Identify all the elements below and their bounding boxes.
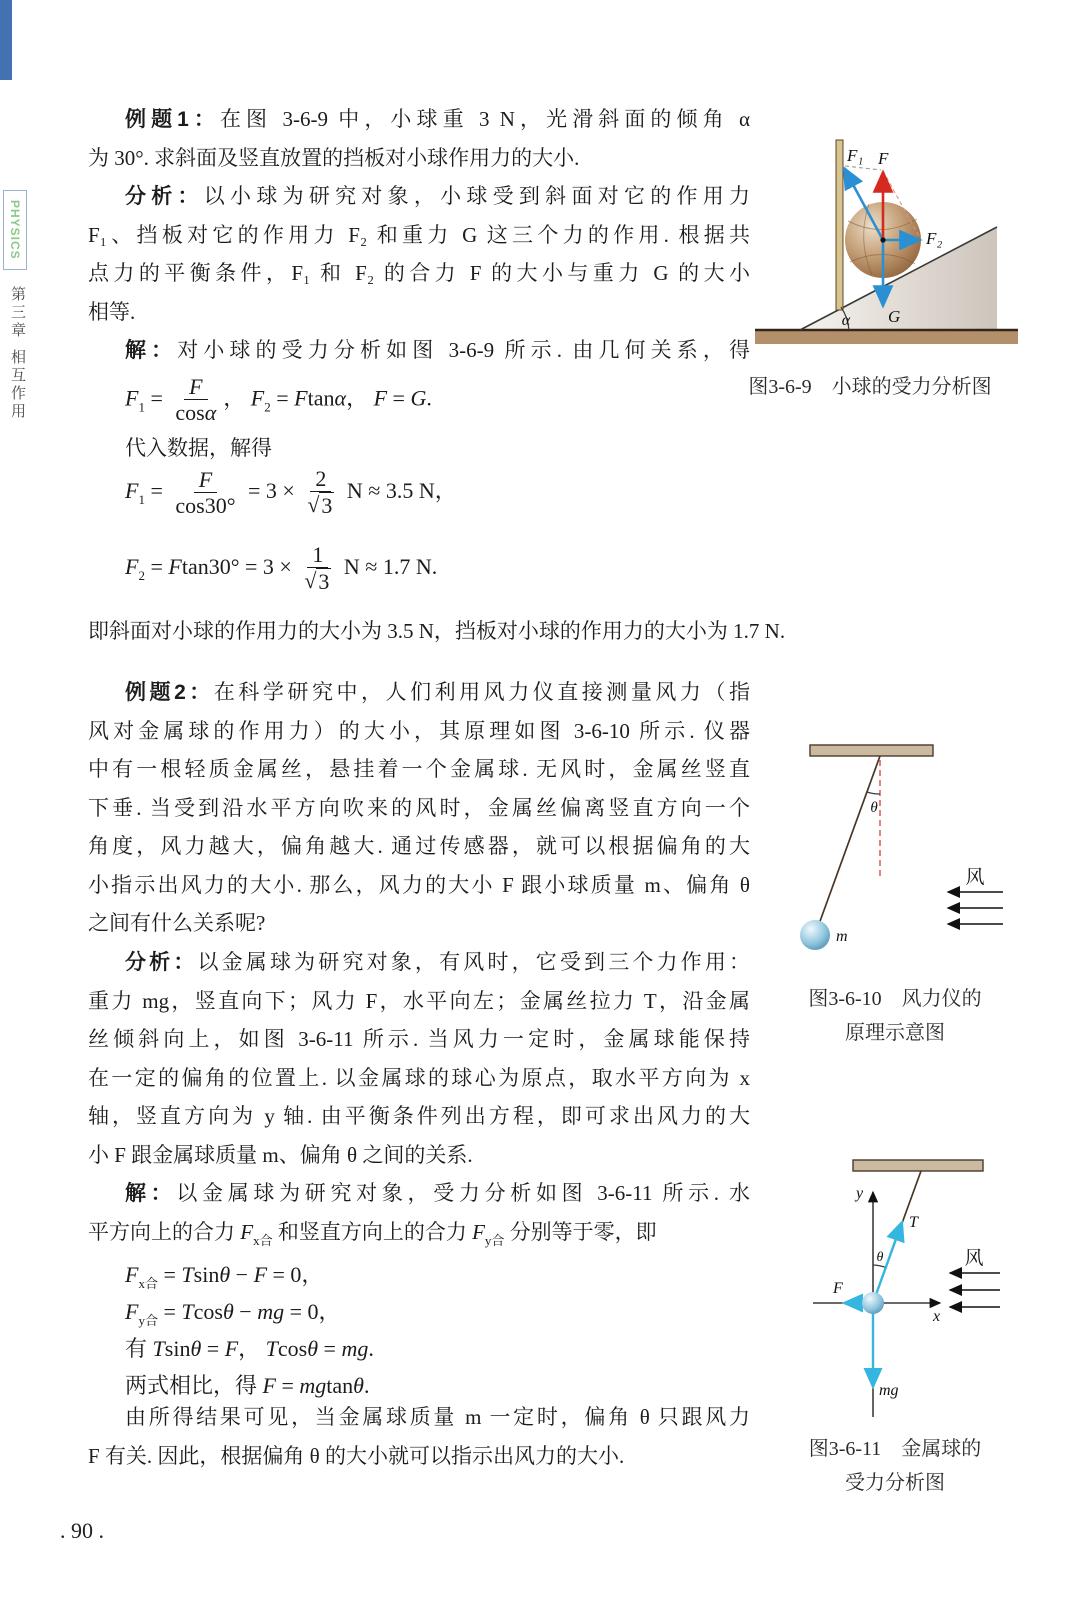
wind-label: 风 xyxy=(965,867,985,888)
line-text: 风对金属球的作用力）的大小，其原理如图 3-6-10 所示. 仪器 xyxy=(88,718,750,743)
angle-label-alpha: α xyxy=(841,312,851,329)
example2-solution xyxy=(88,1174,750,1251)
text-line xyxy=(88,982,750,1021)
line-text: 以小球为研究对象，小球受到斜面对它的作用力 xyxy=(203,184,751,208)
figure-3-6-9 xyxy=(745,115,1020,360)
force-label-f1: F₁ xyxy=(847,146,864,165)
equation-fx: $F_{x合} = Tsin\theta - F = 0$， xyxy=(125,1262,324,1291)
line-lead: 分析： xyxy=(125,185,204,208)
tension-label-t: T xyxy=(909,1214,918,1231)
text-line xyxy=(88,1020,750,1059)
text-line xyxy=(88,1174,750,1213)
line-text: 为 30°. 求斜面及竖直放置的挡板对小球作用力的大小. xyxy=(88,145,580,170)
text-line xyxy=(88,1097,750,1136)
text-line xyxy=(88,331,750,370)
line-lead: 例题1： xyxy=(125,108,220,131)
text-line xyxy=(88,254,750,293)
line-text: 中有一根轻质金属丝，悬挂着一个金属球. 无风时，金属丝竖直 xyxy=(88,757,750,781)
wire xyxy=(815,756,880,935)
line-text: 在科学研究中，人们利用风力仪直接测量风力（指 xyxy=(213,680,750,704)
figure-3-6-11 xyxy=(790,1140,1015,1437)
text-line xyxy=(88,827,750,866)
text-line xyxy=(88,789,750,828)
mass-label-m: m xyxy=(836,928,848,945)
figure-3-6-10-drawing xyxy=(790,730,1020,965)
line-text: F 有关. 因此，根据偏角 θ 的大小就可以指示出风力的大小. xyxy=(88,1443,625,1468)
line-text: 重力 mg，竖直向下；风力 F，水平向左；金属丝拉力 T，沿金属 xyxy=(88,988,750,1013)
ground xyxy=(755,330,1018,344)
line-text: 小 F 跟金属球质量 m、偏角 θ 之间的关系. xyxy=(88,1142,473,1167)
force-label-g: G xyxy=(888,307,901,326)
text-line xyxy=(88,177,750,216)
line-lead: 例题2： xyxy=(125,681,214,704)
caption-line: 图3-6-11 金属球的 xyxy=(808,1438,982,1460)
theta-arc xyxy=(867,792,880,794)
text-line xyxy=(88,1437,750,1476)
text-line xyxy=(88,216,750,255)
text-line xyxy=(88,750,750,789)
line-lead: 解： xyxy=(125,339,178,362)
angle-label-theta: θ xyxy=(876,1250,884,1265)
line-text: 由所得结果可见，当金属球质量 m 一定时，偏角 θ 只跟风力 xyxy=(125,1405,750,1429)
chapter-title: 相互作用 xyxy=(9,349,25,421)
sidebar-blue-bar xyxy=(0,0,12,80)
line-text: 以金属球为研究对象，受力分析如图 3-6-11 所示. 水 xyxy=(176,1181,750,1205)
text-line xyxy=(88,943,750,982)
figure-3-6-9-drawing xyxy=(745,115,1020,355)
text-line xyxy=(88,866,750,905)
force-label-f: F xyxy=(878,149,889,168)
formula-f2-numeric: $F_2 = Ftan30^\circ = 3$ × 1 √ 3 N ≈ 1.7 N. xyxy=(125,542,438,595)
center-dot xyxy=(880,237,885,242)
line-text: 以金属球为研究对象，有风时，它受到三个力作用： xyxy=(197,950,751,974)
ceiling-bar xyxy=(810,745,933,756)
figure-3-6-10-caption xyxy=(765,982,1025,1050)
line-text: 小指示出风力的大小. 那么，风力的大小 F 跟小球质量 m、偏角 θ xyxy=(88,872,750,897)
figure-3-6-11-drawing xyxy=(790,1140,1015,1432)
line-text: F₁、挡板对它的作用力 F₂ 和重力 G 这三个力的作用. 根据共 xyxy=(88,222,750,247)
physics-badge xyxy=(3,190,27,270)
weight-label-mg: mg xyxy=(879,1382,899,1399)
line-text: 点力的平衡条件，F₁ 和 F₂ 的合力 F 的大小与重力 G 的大小 xyxy=(88,261,750,285)
line-lead: 分析： xyxy=(125,951,198,974)
caption-line: 受力分析图 xyxy=(845,1472,945,1494)
line-text: 代入数据，解得 xyxy=(125,436,272,460)
formula-f1-numeric: $F_1$ = $\frac{F}{\cos 30^\circ}$ = 3 × 2 √ 3 N ≈ 3.5 N， xyxy=(125,466,457,519)
line-lead: 解： xyxy=(125,1182,177,1205)
equation-result: 两式相比，得 F = mgtanθ. xyxy=(125,1373,370,1398)
figure-3-6-9-caption: 图3-6-9 小球的受力分析图 xyxy=(748,376,992,398)
figure-3-6-11-caption xyxy=(765,1432,1025,1500)
example2-analysis xyxy=(88,943,750,1174)
line-text: 对小球的受力分析如图 3-6-9 所示. 由几何关系，得 xyxy=(177,338,750,362)
line-text: 相等. xyxy=(88,299,136,324)
force-label-f2: F₂ xyxy=(926,229,943,248)
formula-f1-f2-general: $F_1$ = $\frac{F}{\cos\alpha}$ ， $F_2 = Ftan\alpha$， F = G. xyxy=(125,374,432,426)
text-line xyxy=(88,139,750,178)
line-text: 即斜面对小球的作用力的大小为 3.5 N，挡板对小球的作用力的大小为 1.7 N. xyxy=(88,619,786,643)
text-line: 平方向上的合力 $F_{x合}$ 和竖直方向上的合力 $F_{y合}$ 分别等于零，即 xyxy=(88,1219,657,1248)
figure-3-6-10 xyxy=(790,730,1020,970)
ceiling-bar xyxy=(853,1160,983,1171)
line-text: 轴，竖直方向为 y 轴. 由平衡条件列出方程，即可求出风力的大 xyxy=(88,1104,750,1128)
line-text: 丝倾斜向上，如图 3-6-11 所示. 当风力一定时，金属球能保持 xyxy=(88,1027,750,1051)
example1-conclusion xyxy=(88,612,988,651)
substitute-line xyxy=(125,429,787,468)
example2-paragraph xyxy=(88,673,750,943)
axis-label-x: x xyxy=(933,1308,941,1325)
text-line xyxy=(88,673,750,712)
physics-label: PHYSICS xyxy=(8,200,22,260)
text-line xyxy=(88,1059,750,1098)
line-text: 在一定的偏角的位置上. 以金属球的球心为原点，取水平方向为 x xyxy=(88,1065,750,1090)
line-text: 在图 3-6-9 中，小球重 3 N，光滑斜面的倾角 α xyxy=(219,107,750,131)
parallelogram-dash-top xyxy=(845,166,881,170)
vertical-board xyxy=(836,140,843,310)
text-line xyxy=(88,100,750,139)
text-line xyxy=(88,1398,750,1437)
metal-ball xyxy=(862,1292,884,1314)
text-line xyxy=(88,293,750,332)
wind-label: 风 xyxy=(964,1248,984,1269)
text-line xyxy=(125,429,787,468)
equation-fy: $F_{y合} = Tcos\theta$ − mg = 0， xyxy=(125,1299,341,1328)
chapter-number: 第三章 xyxy=(9,286,25,340)
caption-line: 图3-6-10 风力仪的 xyxy=(808,988,982,1010)
equation-tsin-tcos: 有 Tsinθ = F， Tcosθ = mg. xyxy=(125,1336,374,1361)
caption-line: 原理示意图 xyxy=(845,1022,945,1044)
line-text: 之间有什么关系呢? xyxy=(88,911,266,935)
metal-ball xyxy=(800,920,830,950)
page-number: . 90 . xyxy=(60,1518,104,1543)
text-line xyxy=(88,904,750,943)
text-line xyxy=(88,1136,750,1175)
line-text: 角度，风力越大，偏角越大. 通过传感器，就可以根据偏角的大 xyxy=(88,834,750,858)
example1-paragraph xyxy=(88,100,750,370)
line-text: 下垂. 当受到沿水平方向吹来的风时，金属丝偏离竖直方向一个 xyxy=(88,795,750,820)
example2-closing xyxy=(88,1398,750,1475)
axis-label-y: y xyxy=(856,1185,864,1202)
text-line xyxy=(88,712,750,751)
angle-label-theta: θ xyxy=(870,800,878,816)
force-label-f: F xyxy=(833,1280,843,1297)
text-line xyxy=(88,612,988,651)
